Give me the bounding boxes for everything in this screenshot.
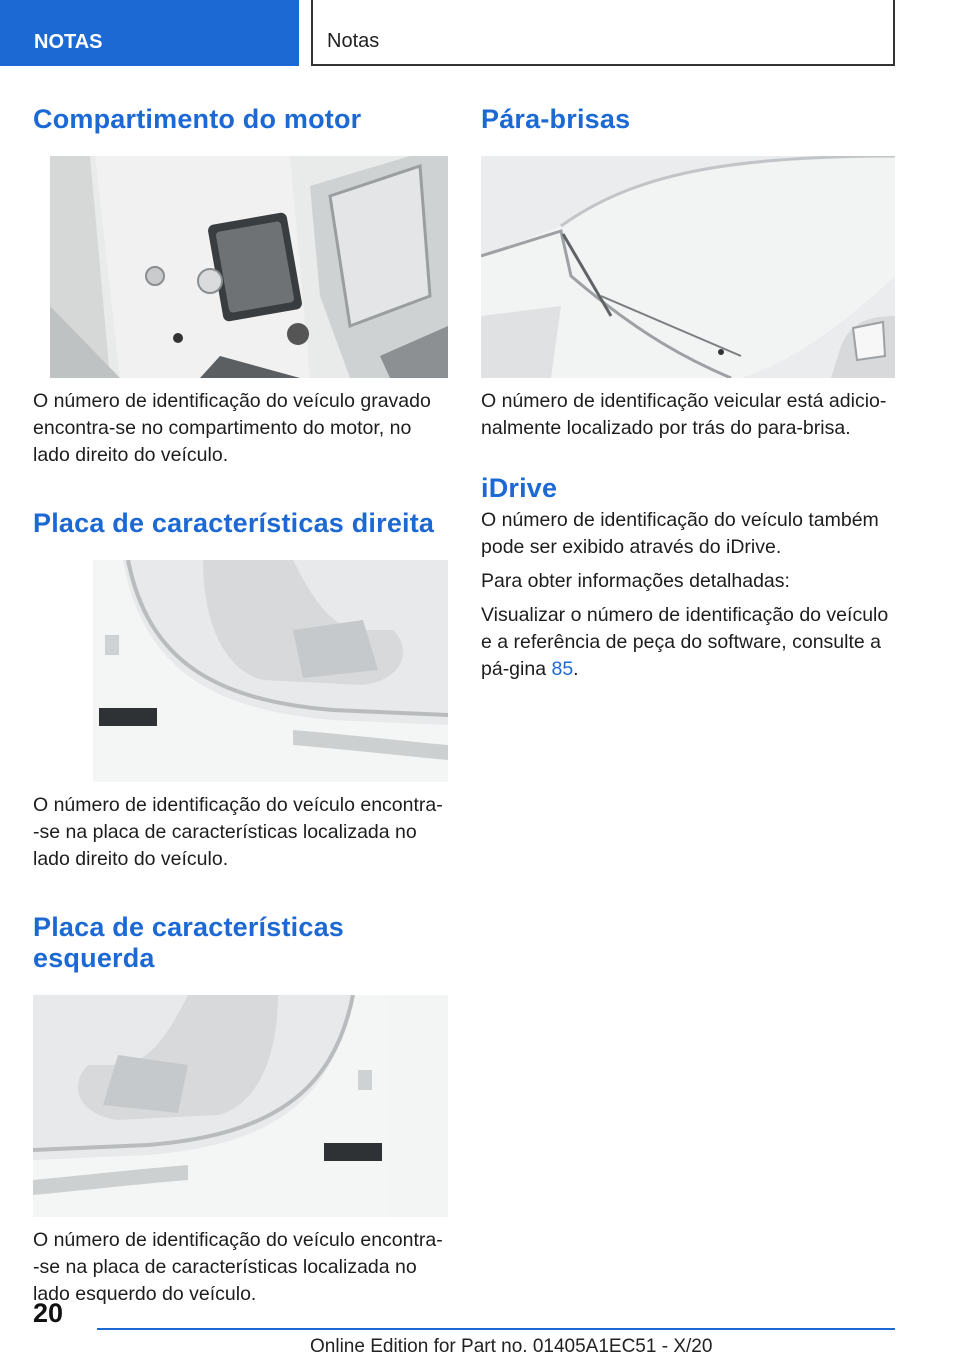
section-title-left-plate-line2: esquerda bbox=[33, 943, 155, 973]
section-title-right-plate: Placa de características direita bbox=[33, 508, 435, 538]
page-number: 20 bbox=[33, 1298, 64, 1328]
section-title-engine: Compartimento do motor bbox=[33, 104, 362, 134]
windshield-image bbox=[481, 156, 895, 378]
left-plate-text: O número de identificação do veículo encontra--se na placa de características localizada no lado esquerdo do veículo. bbox=[33, 1229, 443, 1305]
idrive-text-3-before: Visualizar o número de identificação do veículo e a referência de peça do software, consulte a pá-gina bbox=[481, 604, 889, 680]
section-title-left-plate bbox=[33, 912, 449, 974]
left-column bbox=[33, 96, 449, 1308]
section-title-windshield: Pára-brisas bbox=[481, 104, 631, 134]
idrive-text-1: O número de identificação do veículo também pode ser exibido através do iDrive. bbox=[481, 509, 879, 558]
engine-compartment-image bbox=[50, 156, 448, 378]
page-title: Notas bbox=[311, 0, 895, 66]
idrive-text-3-after: . bbox=[573, 658, 579, 680]
page-85-link[interactable]: 85 bbox=[551, 658, 574, 680]
engine-compartment-text: O número de identificação do veículo gravado encontra-se no compartimento do motor, no lado direito do veículo. bbox=[33, 390, 431, 466]
right-column bbox=[481, 96, 897, 683]
right-plate-image bbox=[33, 560, 448, 782]
idrive-text-2: Para obter informações detalhadas: bbox=[481, 570, 790, 592]
footer-divider bbox=[97, 1328, 895, 1330]
idrive-text-3 bbox=[481, 602, 897, 683]
right-plate-text: O número de identificação do veículo encontra--se na placa de características localizada no lado direito do veículo. bbox=[33, 794, 443, 870]
section-tab[interactable]: NOTAS bbox=[0, 0, 299, 66]
section-title-idrive: iDrive bbox=[481, 473, 558, 503]
windshield-text: O número de identificação veicular está adicio-nalmente localizado por trás do para-brisa. bbox=[481, 390, 887, 439]
section-title-left-plate-line1: Placa de características bbox=[33, 912, 345, 942]
edition-footer: Online Edition for Part no. 01405A1EC51 - X/20 bbox=[310, 1336, 713, 1357]
left-plate-image bbox=[33, 995, 448, 1217]
